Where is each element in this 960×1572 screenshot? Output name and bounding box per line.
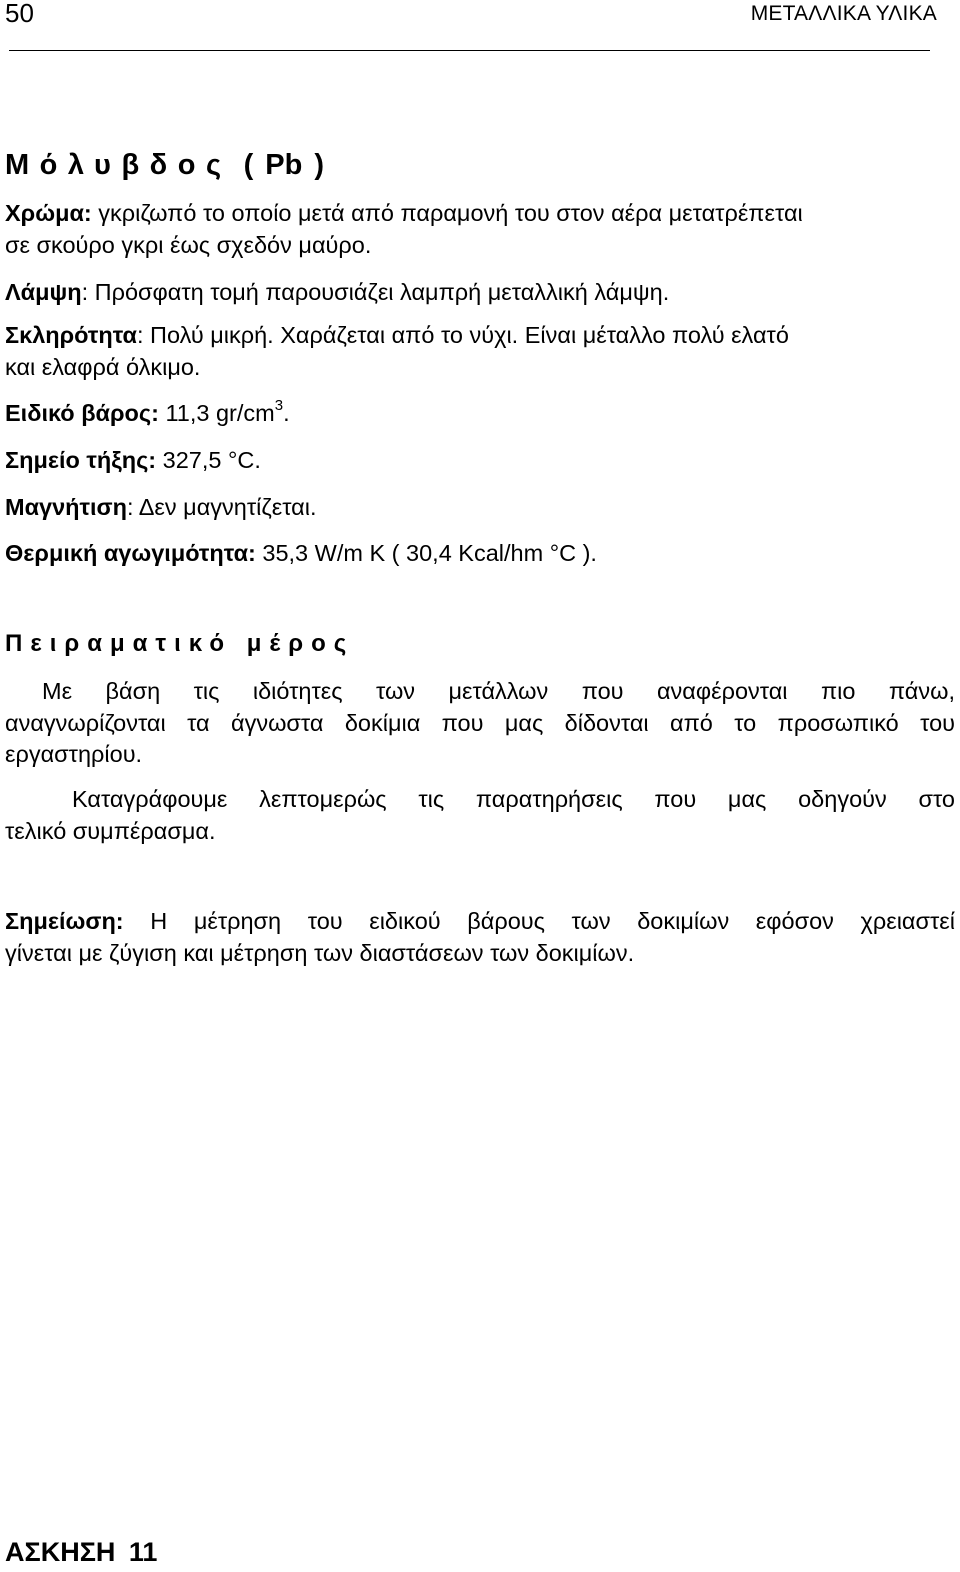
property-label: Μαγνήτιση bbox=[5, 494, 127, 520]
page-number: 50 bbox=[5, 0, 34, 28]
paragraph-line: Με βάση τις ιδιότητες των μετάλλων που αναφέρονται πιο πάνω, bbox=[42, 678, 955, 704]
experimental-heading: Πειραματικό μέρος bbox=[5, 630, 355, 657]
heading-symbol: ( Pb ) bbox=[243, 149, 325, 181]
property-magnetism bbox=[5, 492, 955, 524]
note bbox=[5, 906, 955, 969]
exponent: 3 bbox=[274, 397, 284, 414]
property-label: Σκληρότητα bbox=[5, 322, 137, 348]
property-label: Ειδικό βάρος: bbox=[5, 400, 159, 426]
property-melting-point bbox=[5, 445, 955, 477]
property-value: 35,3 W/m K ( 30,4 Kcal/hm °C ). bbox=[255, 540, 597, 566]
property-hardness bbox=[5, 320, 955, 383]
property-luster bbox=[5, 277, 955, 309]
exercise-footer: ΑΣΚΗΣΗ 11 bbox=[5, 1537, 158, 1567]
note-text: γίνεται με ζύγιση και μέτρηση των διαστάσεων των δοκιμίων. bbox=[5, 939, 635, 966]
experimental-paragraph-2 bbox=[5, 784, 955, 847]
property-text: : Πολύ μικρή. Χαράζεται από το νύχι. Είναι μέταλλο πολύ ελατό bbox=[137, 322, 789, 348]
note-text: Η μέτρηση του ειδικού βάρους των δοκιμίων εφόσον χρειαστεί bbox=[123, 908, 955, 934]
property-text: και ελαφρά όλκιμο. bbox=[5, 353, 201, 380]
running-head: ΜΕΤΑΛΛΙΚΑ ΥΛΙΚΑ bbox=[750, 2, 937, 25]
property-thermal-conductivity bbox=[5, 538, 955, 570]
paragraph-line: εργαστηρίου. bbox=[5, 741, 143, 767]
experimental-paragraph-1 bbox=[5, 676, 955, 771]
property-label: Σημείο τήξης: bbox=[5, 447, 157, 473]
property-label: Θερμική αγωγιμότητα: bbox=[5, 540, 256, 566]
property-color bbox=[5, 198, 955, 261]
paragraph-line: Καταγράφουμε λεπτομερώς τις παρατηρήσεις που μας οδηγούν στο bbox=[72, 786, 955, 812]
property-value: 327,5 °C. bbox=[156, 447, 261, 473]
property-value: 11,3 gr/cm bbox=[158, 400, 275, 426]
heading-word: Μόλυβδος bbox=[5, 149, 232, 181]
property-text: γκριζωπό το οποίο μετά από παραμονή του στον αέρα μετατρέπεται bbox=[98, 200, 803, 226]
property-text: : Πρόσφατη τομή παρουσιάζει λαμπρή μεταλλική λάμψη. bbox=[81, 279, 670, 305]
header-rule bbox=[9, 50, 930, 51]
property-end: . bbox=[283, 400, 290, 426]
property-density bbox=[5, 398, 955, 430]
paragraph-line: τελικό συμπέρασμα. bbox=[5, 817, 216, 844]
property-text: : Δεν μαγνητίζεται. bbox=[126, 494, 317, 520]
property-label: Λάμψη bbox=[5, 279, 82, 305]
section-heading bbox=[5, 147, 324, 183]
paragraph-line: αναγνωρίζονται τα άγνωστα δοκίμια που μας δίδονται από το προσωπικό του bbox=[5, 709, 955, 736]
property-text: σε σκούρο γκρι έως σχεδόν μαύρο. bbox=[5, 231, 372, 258]
note-label: Σημείωση: bbox=[5, 908, 124, 934]
property-label: Χρώμα: bbox=[5, 200, 92, 226]
